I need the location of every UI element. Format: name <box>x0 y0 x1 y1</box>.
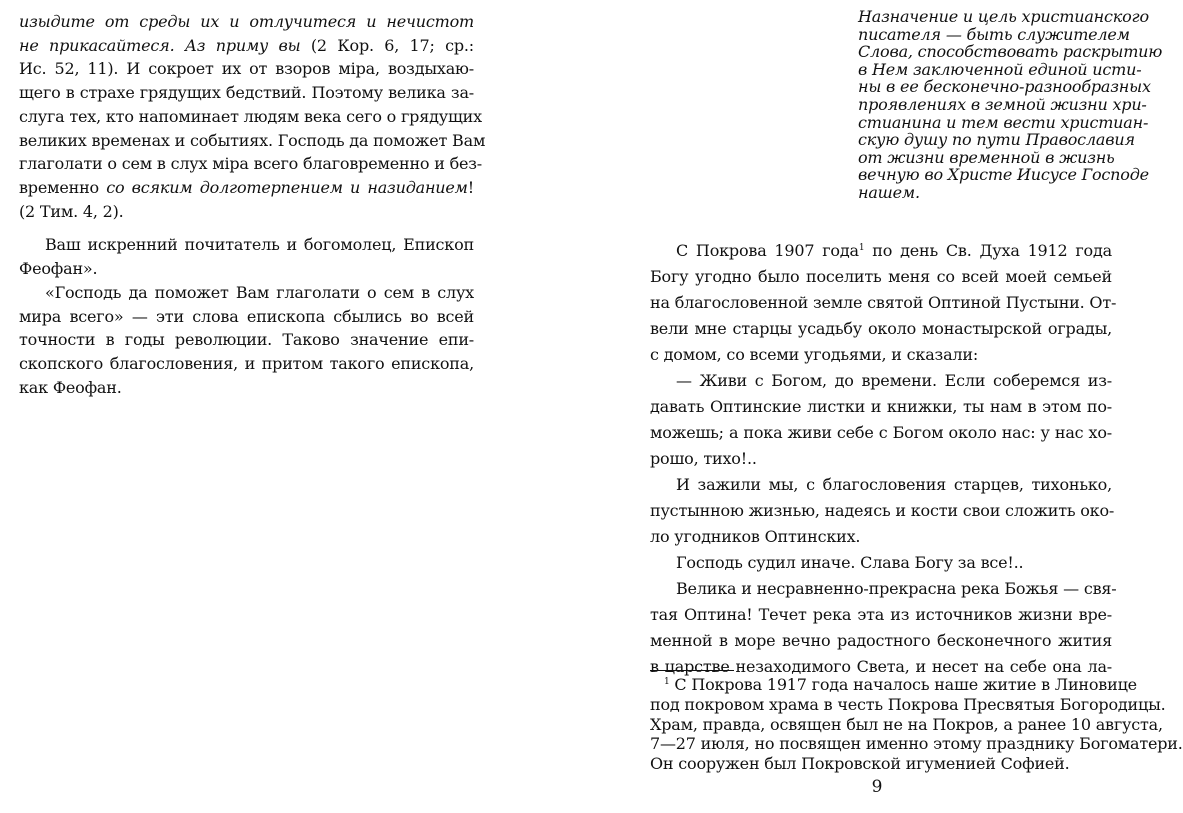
text-run: мира всего» — эти слова епископа сбылись во всей <box>19 306 474 326</box>
text-line <box>650 472 1112 498</box>
text-run: точности в годы революции. Таково значение епи- <box>19 330 474 350</box>
text-line <box>19 10 474 34</box>
epigraph-line: в Нем заключенной единой исти- <box>858 59 1142 79</box>
text-run: слуга тех, кто напоминает людям века сего о грядущих <box>19 106 482 126</box>
text-line <box>650 264 1112 290</box>
text-run: менной в море вечно радостного бесконечного жития <box>650 630 1112 650</box>
text-run: ло угодников Оптинских. <box>650 526 861 546</box>
text-run: «Господь да поможет Вам глаголати о сем в слух <box>45 283 474 302</box>
right-page <box>562 0 1183 813</box>
paragraph-quiet-life <box>650 472 1115 550</box>
epigraph-line: вечную во Христе Иисусе Господе <box>858 165 1149 185</box>
text-run: великих временах и событиях. Господь да поможет Вам <box>19 130 486 150</box>
text-run: давать Оптинские листки и книжки, ты нам в этом по- <box>650 396 1112 416</box>
text-run: глаголати о сем в слух міра всего благовременно и без- <box>19 154 483 174</box>
text-run: Ваш искренний почитатель и богомолец, Епископ <box>45 235 474 254</box>
text-run: временно <box>19 177 107 197</box>
text-line <box>650 290 1117 316</box>
text-line <box>650 368 1112 394</box>
text-run: вели мне старцы усадьбу около монастырской ограды, <box>650 318 1112 338</box>
footnote-line <box>650 714 1163 735</box>
text-line <box>650 446 1112 472</box>
paragraph-god-judged <box>650 550 1112 576</box>
text-line <box>19 105 482 129</box>
text-line <box>650 238 1112 264</box>
text-run: ! <box>467 177 474 197</box>
text-line <box>650 550 1112 576</box>
text-line <box>650 420 1112 446</box>
footnote-divider <box>650 670 734 671</box>
text-line <box>650 602 1112 628</box>
paragraph-river-optina <box>650 576 1117 680</box>
text-run: тая Оптина! Течет река эта из источников жизни вре- <box>650 604 1112 624</box>
text-run: Храм, правда, освящен был не на Покров, а ранее 10 августа, <box>650 714 1163 734</box>
text-line <box>650 498 1115 524</box>
text-run: можешь; а пока живи себе с Богом около нас: у нас хо- <box>650 422 1112 442</box>
text-line <box>19 152 483 176</box>
epigraph-line: от жизни временной в жизнь <box>858 147 1115 167</box>
text-run: пустынною жизнью, надеясь и кости свои сложить око- <box>650 500 1115 520</box>
footnote-line <box>650 734 1183 754</box>
epigraph-line: скую душу по пути Православия <box>858 130 1135 150</box>
text-run: С Покрова 1907 года <box>676 241 859 260</box>
text-line <box>650 524 1112 550</box>
text-line <box>650 394 1112 420</box>
text-line <box>19 57 474 81</box>
left-page <box>0 0 562 813</box>
text-run: Он сооружен был Покровской игуменией Софией. <box>650 754 1070 774</box>
text-run: Феофан». <box>19 258 98 278</box>
text-line <box>19 34 474 58</box>
italic-text: со всяким долготерпением и назиданием <box>106 177 468 197</box>
footnote-line <box>650 694 1166 715</box>
text-line <box>19 233 474 257</box>
epigraph-line: нашем. <box>858 182 920 202</box>
italic-text: не прикасайтеся. Аз приму вы <box>19 35 311 55</box>
text-run: рошо, тихо!.. <box>650 448 757 468</box>
epigraph <box>858 7 1163 202</box>
paragraph-signature <box>19 233 474 280</box>
text-line <box>19 176 474 200</box>
footnote-line <box>650 675 1137 695</box>
epigraph-line: Слова, способствовать раскрытию <box>858 42 1163 62</box>
text-run: 7—27 июля, но посвящен именно этому празднику Богоматери. <box>650 734 1183 754</box>
text-line <box>650 576 1117 602</box>
text-line <box>19 257 474 281</box>
footnote-marker: 1 <box>664 677 670 687</box>
epigraph-line: стианина и тем вести христиан- <box>858 112 1149 132</box>
epigraph-line: ны в ее бесконечно-разнообразных <box>858 77 1151 97</box>
text-line <box>19 328 474 352</box>
text-run: (2 Тим. 4, 2). <box>19 201 124 221</box>
text-line <box>650 316 1112 342</box>
text-run: скопского благословения, и притом такого епископа, <box>19 354 474 374</box>
italic-text: изыдите от среды их и отлучитеся и нечистот <box>19 12 474 31</box>
epigraph-line: писателя — быть служителем <box>858 24 1130 44</box>
text-run: на благословенной земле святой Оптиной Пустыни. От- <box>650 292 1117 312</box>
text-line <box>650 628 1112 654</box>
paragraph-continued-quote <box>19 10 486 223</box>
text-line <box>650 342 1112 368</box>
text-run: Господь судил иначе. Слава Богу за все!.. <box>676 553 1024 572</box>
text-run: И зажили мы, с благословения старцев, тихонько, <box>676 475 1112 494</box>
text-run: в царстве незаходимого Света, и несет на себе она ла- <box>650 656 1112 676</box>
footnote <box>650 675 1183 774</box>
text-run: С Покрова 1917 года началось наше житие в Линовице <box>669 675 1137 694</box>
epigraph-line: проявлениях в земной жизни хри- <box>858 94 1147 114</box>
text-line <box>19 281 474 305</box>
text-line <box>19 81 474 105</box>
text-line <box>19 376 474 400</box>
text-run: как Феофан. <box>19 377 122 397</box>
page-number: 9 <box>871 777 883 797</box>
text-run: Богу угодно было поселить меня со всей моей семьей <box>650 266 1112 286</box>
text-line <box>19 129 486 153</box>
paragraph-opening <box>650 238 1117 368</box>
text-run: щего в страхе грядущих бедствий. Поэтому велика за- <box>19 83 474 103</box>
text-run: с домом, со всеми угодьями, и сказали: <box>650 344 979 364</box>
footnote-line <box>650 754 1112 774</box>
text-run: (2 Кор. 6, 17; ср.: <box>310 35 474 55</box>
text-run: — Живи с Богом, до времени. Если соберемся из- <box>676 371 1112 390</box>
text-run: под покровом храма в честь Покрова Пресвятыя Богородицы. <box>650 694 1166 714</box>
paragraph-commentary <box>19 281 474 400</box>
text-line <box>19 352 474 376</box>
footnote-marker: 1 <box>858 243 865 253</box>
text-run: по день Св. Духа 1912 года <box>864 241 1112 260</box>
text-run: Велика и несравненно-прекрасна река Божья — свя- <box>676 579 1117 598</box>
text-run: Ис. 52, 11). И сокроет их от взоров міра, воздыхаю- <box>19 59 474 79</box>
epigraph-line: Назначение и цель христианского <box>858 7 1149 26</box>
text-line <box>19 200 474 224</box>
paragraph-elders-speech <box>650 368 1112 472</box>
text-line <box>19 305 474 329</box>
